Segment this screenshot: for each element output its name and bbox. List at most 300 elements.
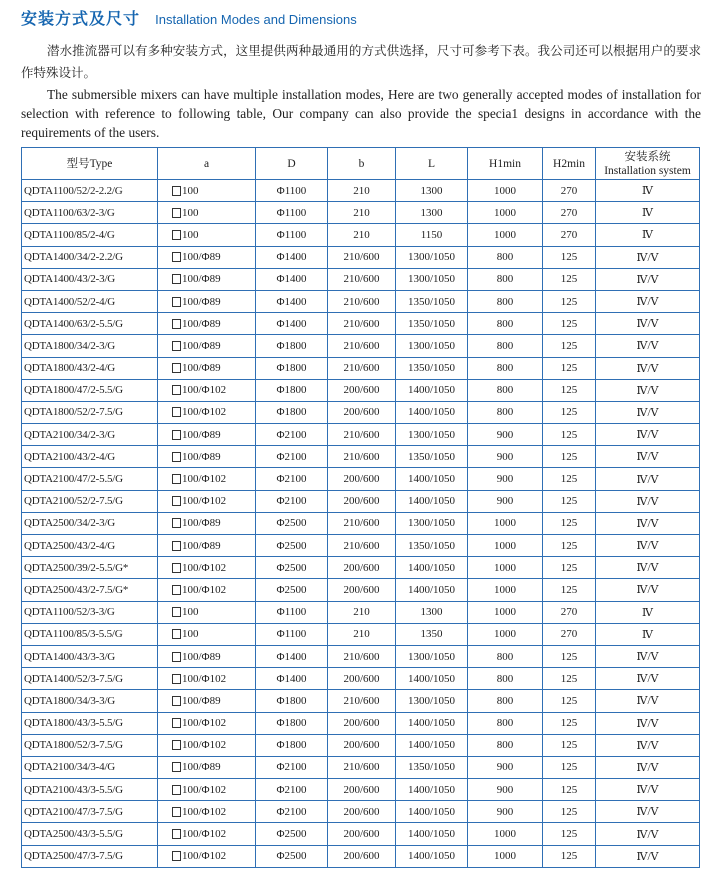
table-row — [22, 202, 700, 224]
cell-h2min: 125 — [543, 290, 596, 312]
cell-d: Φ2100 — [256, 446, 328, 468]
square-symbol-icon — [172, 585, 181, 595]
cell-installation-system: Ⅳ/Ⅴ — [596, 401, 700, 423]
cell-d: Φ1800 — [256, 379, 328, 401]
table-row — [22, 535, 700, 557]
cell-installation-system: Ⅳ/Ⅴ — [596, 734, 700, 756]
cell-installation-system: Ⅳ/Ⅴ — [596, 446, 700, 468]
square-symbol-icon — [172, 652, 181, 662]
cell-a — [158, 557, 256, 579]
cell-h1min: 1000 — [468, 202, 543, 224]
cell-installation-system: Ⅳ/Ⅴ — [596, 690, 700, 712]
cell-h2min: 270 — [543, 623, 596, 645]
cell-a — [158, 224, 256, 246]
cell-h1min: 800 — [468, 734, 543, 756]
cell-l: 1350/1050 — [396, 535, 468, 557]
cell-b: 210/600 — [328, 246, 396, 268]
cell-l: 1400/1050 — [396, 401, 468, 423]
cell-installation-system: Ⅳ/Ⅴ — [596, 557, 700, 579]
cell-model: QDTA2500/43/2-4/G — [22, 535, 158, 557]
cell-a — [158, 180, 256, 202]
cell-b: 200/600 — [328, 468, 396, 490]
cell-h1min: 800 — [468, 379, 543, 401]
cell-model: QDTA1100/63/2-3/G — [22, 202, 158, 224]
cell-installation-system: Ⅳ/Ⅴ — [596, 379, 700, 401]
table-row — [22, 845, 700, 867]
cell-h2min: 125 — [543, 734, 596, 756]
cell-model: QDTA1800/43/2-4/G — [22, 357, 158, 379]
table-row — [22, 557, 700, 579]
cell-model: QDTA2500/39/2-5.5/G* — [22, 557, 158, 579]
cell-d: Φ1400 — [256, 290, 328, 312]
table-row — [22, 268, 700, 290]
cell-h2min: 125 — [543, 712, 596, 734]
cell-d: Φ2500 — [256, 579, 328, 601]
cell-b: 210/600 — [328, 512, 396, 534]
cell-b: 210 — [328, 224, 396, 246]
cell-h2min: 125 — [543, 313, 596, 335]
table-row — [22, 823, 700, 845]
cell-b: 210/600 — [328, 756, 396, 778]
cell-h1min: 800 — [468, 690, 543, 712]
cell-a-value: 100/Φ89 — [182, 317, 221, 330]
cell-h1min: 800 — [468, 712, 543, 734]
square-symbol-icon — [172, 363, 181, 373]
cell-l: 1300/1050 — [396, 335, 468, 357]
cell-model: QDTA1400/52/3-7.5/G — [22, 668, 158, 690]
header-installation-system — [596, 148, 700, 180]
cell-a-value: 100/Φ89 — [182, 517, 221, 530]
cell-d: Φ1400 — [256, 313, 328, 335]
cell-l: 1350 — [396, 623, 468, 645]
cell-model: QDTA1800/34/2-3/G — [22, 335, 158, 357]
cell-a-value: 100/Φ89 — [182, 650, 221, 663]
cell-l: 1300 — [396, 601, 468, 623]
cell-a — [158, 756, 256, 778]
cell-installation-system: Ⅳ/Ⅴ — [596, 645, 700, 667]
cell-b: 210/600 — [328, 290, 396, 312]
cell-b: 200/600 — [328, 823, 396, 845]
cell-a-value: 100/Φ89 — [182, 428, 221, 441]
cell-model: QDTA1800/52/2-7.5/G — [22, 401, 158, 423]
cell-h2min: 125 — [543, 779, 596, 801]
cell-h2min: 125 — [543, 379, 596, 401]
cell-model: QDTA2100/43/3-5.5/G — [22, 779, 158, 801]
cell-a — [158, 446, 256, 468]
cell-d: Φ1800 — [256, 401, 328, 423]
table-row — [22, 224, 700, 246]
cell-b: 210 — [328, 623, 396, 645]
cell-l: 1400/1050 — [396, 490, 468, 512]
square-symbol-icon — [172, 785, 181, 795]
cell-l: 1400/1050 — [396, 579, 468, 601]
cell-l: 1350/1050 — [396, 290, 468, 312]
cell-l: 1350/1050 — [396, 313, 468, 335]
table-row — [22, 734, 700, 756]
cell-a — [158, 645, 256, 667]
square-symbol-icon — [172, 430, 181, 440]
square-symbol-icon — [172, 186, 181, 196]
cell-b: 200/600 — [328, 779, 396, 801]
cell-d: Φ1400 — [256, 668, 328, 690]
cell-l: 1300/1050 — [396, 690, 468, 712]
header-type: 型号Type — [22, 148, 158, 180]
cell-d: Φ2500 — [256, 512, 328, 534]
cell-h2min: 125 — [543, 424, 596, 446]
cell-h2min: 125 — [543, 512, 596, 534]
cell-d: Φ1400 — [256, 268, 328, 290]
cell-h1min: 800 — [468, 335, 543, 357]
intro-paragraph-cn: 潜水推流器可以有多种安装方式，这里提供两种最通用的方式供选择，尺寸可参考下表。我公司还可以根据用户的要求作特殊设计。 — [21, 43, 701, 80]
cell-model: QDTA2100/34/3-4/G — [22, 756, 158, 778]
cell-model: QDTA2100/47/3-7.5/G — [22, 801, 158, 823]
cell-installation-system: Ⅳ/Ⅴ — [596, 823, 700, 845]
header-a: a — [158, 148, 256, 180]
cell-a — [158, 401, 256, 423]
square-symbol-icon — [172, 829, 181, 839]
cell-l: 1150 — [396, 224, 468, 246]
cell-a-value: 100/Φ102 — [182, 739, 227, 752]
table-row — [22, 512, 700, 534]
cell-h1min: 1000 — [468, 823, 543, 845]
cell-a — [158, 202, 256, 224]
cell-h1min: 1000 — [468, 557, 543, 579]
header-h1min: H1min — [468, 148, 543, 180]
cell-h2min: 125 — [543, 645, 596, 667]
cell-h2min: 125 — [543, 357, 596, 379]
cell-a — [158, 335, 256, 357]
cell-l: 1400/1050 — [396, 801, 468, 823]
square-symbol-icon — [172, 541, 181, 551]
header-installation-system-cn: 安装系统 — [624, 150, 671, 163]
cell-h1min: 900 — [468, 756, 543, 778]
cell-a — [158, 734, 256, 756]
cell-l: 1400/1050 — [396, 468, 468, 490]
cell-h1min: 900 — [468, 468, 543, 490]
cell-h2min: 270 — [543, 601, 596, 623]
header-h2min: H2min — [543, 148, 596, 180]
cell-model: QDTA1800/34/3-3/G — [22, 690, 158, 712]
cell-l: 1300/1050 — [396, 246, 468, 268]
cell-b: 200/600 — [328, 379, 396, 401]
cell-d: Φ1100 — [256, 202, 328, 224]
cell-a-value: 100/Φ102 — [182, 717, 227, 730]
cell-a-value: 100 — [182, 606, 199, 619]
cell-l: 1400/1050 — [396, 379, 468, 401]
cell-a-value: 100/Φ102 — [182, 828, 227, 841]
cell-a-value: 100 — [182, 628, 199, 641]
cell-a — [158, 779, 256, 801]
cell-a — [158, 268, 256, 290]
cell-h1min: 1000 — [468, 623, 543, 645]
table-row — [22, 579, 700, 601]
cell-h1min: 1000 — [468, 224, 543, 246]
dimensions-table — [21, 147, 700, 868]
header-l: L — [396, 148, 468, 180]
cell-h2min: 125 — [543, 756, 596, 778]
square-symbol-icon — [172, 474, 181, 484]
table-row — [22, 357, 700, 379]
cell-b: 210/600 — [328, 268, 396, 290]
cell-installation-system: Ⅳ/Ⅴ — [596, 512, 700, 534]
cell-l: 1300/1050 — [396, 512, 468, 534]
cell-h2min: 125 — [543, 446, 596, 468]
square-symbol-icon — [172, 762, 181, 772]
square-symbol-icon — [172, 718, 181, 728]
table-header — [22, 148, 700, 180]
cell-model: QDTA1100/85/3-5.5/G — [22, 623, 158, 645]
cell-d: Φ2100 — [256, 779, 328, 801]
cell-a — [158, 845, 256, 867]
cell-a — [158, 290, 256, 312]
cell-b: 210/600 — [328, 690, 396, 712]
table-row — [22, 668, 700, 690]
cell-h2min: 125 — [543, 246, 596, 268]
cell-a-value: 100/Φ102 — [182, 805, 227, 818]
cell-b: 210/600 — [328, 535, 396, 557]
cell-h2min: 125 — [543, 579, 596, 601]
table-row — [22, 379, 700, 401]
table-row — [22, 712, 700, 734]
cell-installation-system: Ⅳ/Ⅴ — [596, 779, 700, 801]
square-symbol-icon — [172, 341, 181, 351]
cell-model: QDTA1400/52/2-4/G — [22, 290, 158, 312]
cell-h2min: 125 — [543, 845, 596, 867]
table-row — [22, 246, 700, 268]
cell-a — [158, 712, 256, 734]
cell-installation-system: Ⅳ/Ⅴ — [596, 313, 700, 335]
cell-d: Φ1800 — [256, 712, 328, 734]
cell-model: QDTA2500/43/3-5.5/G — [22, 823, 158, 845]
cell-installation-system: Ⅳ — [596, 601, 700, 623]
cell-a-value: 100/Φ102 — [182, 583, 227, 596]
cell-a — [158, 579, 256, 601]
cell-h1min: 1000 — [468, 845, 543, 867]
cell-d: Φ1800 — [256, 357, 328, 379]
cell-d: Φ1100 — [256, 623, 328, 645]
section-header — [21, 6, 701, 30]
cell-d: Φ2500 — [256, 535, 328, 557]
cell-d: Φ2100 — [256, 801, 328, 823]
cell-h1min: 1000 — [468, 180, 543, 202]
cell-a-value: 100/Φ102 — [182, 384, 227, 397]
cell-d: Φ2500 — [256, 845, 328, 867]
cell-b: 210/600 — [328, 645, 396, 667]
square-symbol-icon — [172, 563, 181, 573]
cell-b: 200/600 — [328, 401, 396, 423]
cell-d: Φ2100 — [256, 424, 328, 446]
cell-d: Φ2100 — [256, 490, 328, 512]
cell-h2min: 125 — [543, 490, 596, 512]
cell-h2min: 125 — [543, 268, 596, 290]
cell-a-value: 100/Φ89 — [182, 694, 221, 707]
table-row — [22, 645, 700, 667]
cell-installation-system: Ⅳ/Ⅴ — [596, 756, 700, 778]
cell-a — [158, 801, 256, 823]
cell-a — [158, 424, 256, 446]
square-symbol-icon — [172, 629, 181, 639]
cell-l: 1300 — [396, 180, 468, 202]
cell-model: QDTA1100/85/2-4/G — [22, 224, 158, 246]
cell-a — [158, 512, 256, 534]
cell-model: QDTA1100/52/3-3/G — [22, 601, 158, 623]
cell-a — [158, 313, 256, 335]
cell-h1min: 800 — [468, 645, 543, 667]
cell-d: Φ2500 — [256, 823, 328, 845]
cell-d: Φ1800 — [256, 690, 328, 712]
cell-b: 210 — [328, 180, 396, 202]
header-d: D — [256, 148, 328, 180]
cell-a-value: 100/Φ89 — [182, 761, 221, 774]
square-symbol-icon — [172, 385, 181, 395]
cell-installation-system: Ⅳ — [596, 623, 700, 645]
cell-h1min: 800 — [468, 313, 543, 335]
table-row — [22, 801, 700, 823]
cell-l: 1400/1050 — [396, 845, 468, 867]
square-symbol-icon — [172, 851, 181, 861]
cell-d: Φ1100 — [256, 601, 328, 623]
cell-h1min: 800 — [468, 290, 543, 312]
square-symbol-icon — [172, 407, 181, 417]
cell-h2min: 270 — [543, 202, 596, 224]
cell-model: QDTA1800/43/3-5.5/G — [22, 712, 158, 734]
table-row — [22, 690, 700, 712]
cell-a-value: 100/Φ102 — [182, 406, 227, 419]
square-symbol-icon — [172, 230, 181, 240]
cell-b: 210/600 — [328, 335, 396, 357]
cell-model: QDTA1100/52/2-2.2/G — [22, 180, 158, 202]
cell-a — [158, 823, 256, 845]
cell-b: 200/600 — [328, 557, 396, 579]
cell-h1min: 800 — [468, 246, 543, 268]
cell-l: 1400/1050 — [396, 712, 468, 734]
cell-h1min: 900 — [468, 779, 543, 801]
cell-a — [158, 490, 256, 512]
cell-installation-system: Ⅳ/Ⅴ — [596, 424, 700, 446]
cell-model: QDTA1400/43/3-3/G — [22, 645, 158, 667]
cell-l: 1400/1050 — [396, 779, 468, 801]
cell-l: 1400/1050 — [396, 823, 468, 845]
square-symbol-icon — [172, 297, 181, 307]
cell-installation-system: Ⅳ/Ⅴ — [596, 712, 700, 734]
cell-installation-system: Ⅳ/Ⅴ — [596, 579, 700, 601]
cell-installation-system: Ⅳ/Ⅴ — [596, 490, 700, 512]
cell-b: 200/600 — [328, 490, 396, 512]
square-symbol-icon — [172, 274, 181, 284]
header-row — [22, 148, 700, 180]
cell-h2min: 125 — [543, 668, 596, 690]
square-symbol-icon — [172, 252, 181, 262]
square-symbol-icon — [172, 696, 181, 706]
cell-installation-system: Ⅳ/Ⅴ — [596, 535, 700, 557]
cell-l: 1300/1050 — [396, 645, 468, 667]
cell-installation-system: Ⅳ — [596, 224, 700, 246]
cell-a-value: 100 — [182, 228, 199, 241]
cell-h1min: 1000 — [468, 601, 543, 623]
cell-installation-system: Ⅳ/Ⅴ — [596, 335, 700, 357]
cell-a-value: 100/Φ89 — [182, 450, 221, 463]
cell-a-value: 100/Φ102 — [182, 495, 227, 508]
cell-h1min: 800 — [468, 268, 543, 290]
cell-h1min: 900 — [468, 424, 543, 446]
square-symbol-icon — [172, 452, 181, 462]
cell-d: Φ1400 — [256, 645, 328, 667]
cell-b: 210 — [328, 601, 396, 623]
cell-model: QDTA2100/34/2-3/G — [22, 424, 158, 446]
cell-h2min: 270 — [543, 224, 596, 246]
cell-h1min: 900 — [468, 490, 543, 512]
header-installation-system-en: Installation system — [604, 164, 691, 177]
cell-h1min: 1000 — [468, 579, 543, 601]
cell-a-value: 100/Φ89 — [182, 273, 221, 286]
square-symbol-icon — [172, 496, 181, 506]
square-symbol-icon — [172, 607, 181, 617]
cell-installation-system: Ⅳ/Ⅴ — [596, 845, 700, 867]
cell-a-value: 100/Φ102 — [182, 850, 227, 863]
table-row — [22, 468, 700, 490]
cell-a-value: 100 — [182, 206, 199, 219]
cell-h2min: 125 — [543, 557, 596, 579]
cell-h2min: 270 — [543, 180, 596, 202]
cell-d: Φ1800 — [256, 734, 328, 756]
cell-b: 200/600 — [328, 801, 396, 823]
cell-a — [158, 668, 256, 690]
cell-a-value: 100/Φ102 — [182, 561, 227, 574]
table-row — [22, 335, 700, 357]
square-symbol-icon — [172, 518, 181, 528]
cell-model: QDTA2100/47/2-5.5/G — [22, 468, 158, 490]
table-row — [22, 623, 700, 645]
cell-l: 1350/1050 — [396, 446, 468, 468]
cell-l: 1400/1050 — [396, 668, 468, 690]
cell-a — [158, 690, 256, 712]
cell-installation-system: Ⅳ — [596, 202, 700, 224]
cell-b: 210/600 — [328, 357, 396, 379]
cell-h2min: 125 — [543, 690, 596, 712]
table-row — [22, 180, 700, 202]
section-title-cn: 安装方式及尺寸 — [21, 9, 141, 28]
cell-installation-system: Ⅳ — [596, 180, 700, 202]
square-symbol-icon — [172, 807, 181, 817]
cell-b: 200/600 — [328, 668, 396, 690]
cell-d: Φ2500 — [256, 557, 328, 579]
cell-model: QDTA2500/47/3-7.5/G — [22, 845, 158, 867]
cell-h1min: 900 — [468, 801, 543, 823]
cell-installation-system: Ⅳ/Ⅴ — [596, 801, 700, 823]
cell-l: 1400/1050 — [396, 734, 468, 756]
cell-l: 1300/1050 — [396, 268, 468, 290]
cell-b: 200/600 — [328, 734, 396, 756]
cell-model: QDTA1400/63/2-5.5/G — [22, 313, 158, 335]
cell-h2min: 125 — [543, 823, 596, 845]
cell-installation-system: Ⅳ/Ⅴ — [596, 268, 700, 290]
table-row — [22, 601, 700, 623]
cell-a-value: 100/Φ89 — [182, 362, 221, 375]
cell-model: QDTA2100/43/2-4/G — [22, 446, 158, 468]
cell-a — [158, 601, 256, 623]
cell-a-value: 100 — [182, 184, 199, 197]
cell-model: QDTA2100/52/2-7.5/G — [22, 490, 158, 512]
cell-l: 1350/1050 — [396, 756, 468, 778]
cell-a — [158, 623, 256, 645]
cell-a-value: 100/Φ89 — [182, 295, 221, 308]
cell-h2min: 125 — [543, 535, 596, 557]
square-symbol-icon — [172, 674, 181, 684]
cell-d: Φ1400 — [256, 246, 328, 268]
cell-h1min: 800 — [468, 357, 543, 379]
cell-installation-system: Ⅳ/Ⅴ — [596, 290, 700, 312]
cell-model: QDTA2500/34/2-3/G — [22, 512, 158, 534]
